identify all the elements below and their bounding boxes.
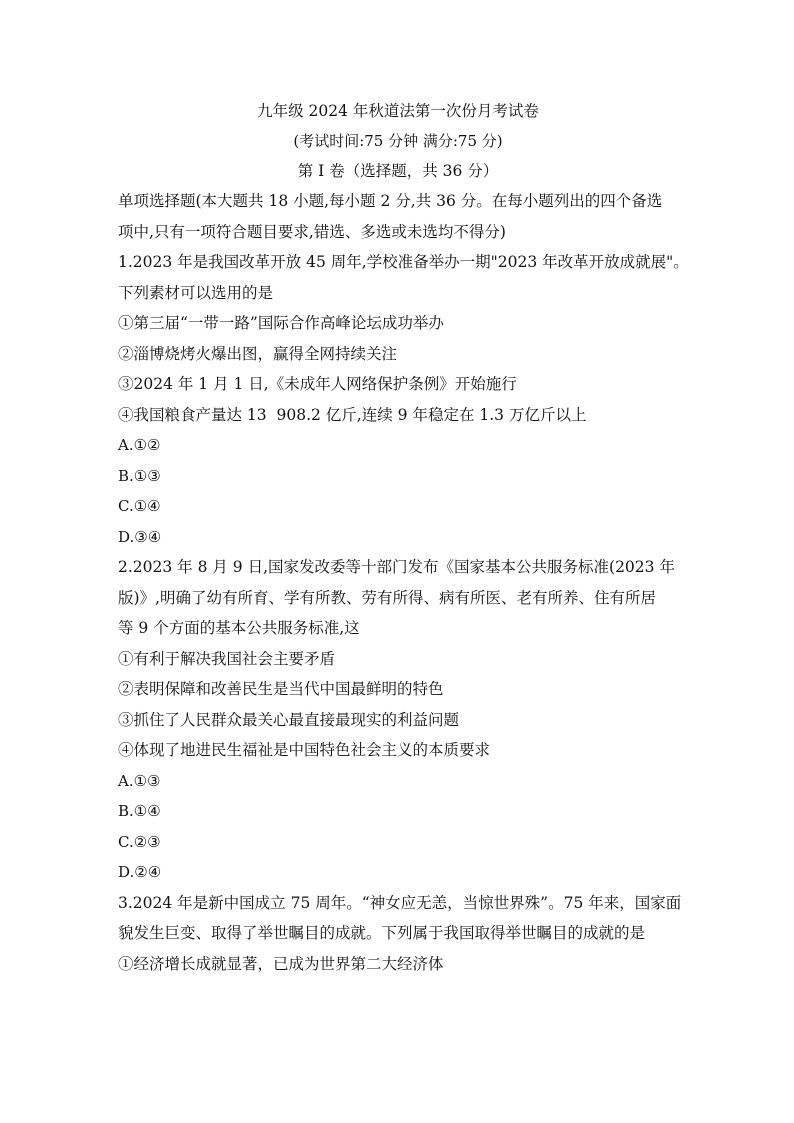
question-stem-line: 下列素材可以选用的是 (118, 283, 274, 302)
option-b: B.①④ (118, 802, 161, 820)
exam-subtitle: (考试时间:75 分钟 满分:75 分) (293, 132, 503, 150)
statement: ③抓住了人民群众最关心最直接最现实的利益问题 (118, 710, 460, 729)
question-stem-line: 2.2023 年 8 月 9 日,国家发改委等十部门发布《国家基本公共服务标准(2023 年 (118, 558, 675, 576)
statement: ①第三届“一带一路”国际合作高峰论坛成功举办 (118, 314, 444, 332)
statement: ①经济增长成就显著，已成为世界第二大经济体 (118, 954, 444, 973)
question-3 (118, 888, 682, 980)
option-d: D.②④ (118, 863, 162, 881)
instructions-line: 项中,只有一项符合题目要求,错选、多选或未选均不得分) (118, 222, 506, 241)
question-stem-line: 3.2024 年是新中国成立 75 周年。“神女应无恙，当惊世界殊”。75 年来，国家面 (118, 893, 682, 912)
option-d: D.③④ (118, 527, 162, 546)
statement: ③2024 年 1 月 1 日,《未成年人网络保护条例》开始施行 (118, 375, 517, 393)
statement: ②表明保障和改善民生是当代中国最鲜明的特色 (118, 680, 444, 698)
exam-page (118, 96, 689, 979)
option-b: B.①③ (118, 466, 161, 485)
question-stem-line: 版)》,明确了幼有所育、学有所教、劳有所得、病有所医、老有所养、住有所居 (118, 588, 656, 607)
statement: ①有利于解决我国社会主要矛盾 (118, 649, 336, 668)
option-a: A.①③ (118, 771, 161, 790)
option-a: A.①② (118, 436, 161, 454)
option-c: C.①④ (118, 497, 161, 515)
question-stem-line: 等 9 个方面的基本公共服务标准,这 (118, 619, 360, 637)
question-2 (118, 552, 678, 888)
statement: ②淄博烧烤火爆出图，赢得全网持续关注 (118, 344, 398, 363)
question-1 (118, 247, 689, 552)
section-title: 第 I 卷（选择题，共 36 分） (297, 162, 499, 180)
instructions (118, 186, 678, 247)
option-c: C.②③ (118, 832, 161, 851)
exam-title: 九年级 2024 年秋道法第一次份月考试卷 (257, 102, 539, 120)
instructions-line: 单项选择题(本大题共 18 小题,每小题 2 分,共 36 分。在每小题列出的四个备选 (118, 192, 663, 210)
statement: ④我国粮食产量达 13 908.2 亿斤,连续 9 年稳定在 1.3 万亿斤以上 (118, 405, 587, 424)
question-stem-line: 貌发生巨变、取得了举世瞩目的成就。下列属于我国取得举世瞩目的成就的是 (118, 924, 646, 942)
question-stem-line: 1.2023 年是我国改革开放 45 周年,学校准备举办一期"2023 年改革开放成就展"。 (118, 253, 689, 271)
statement: ④体现了地进民生福祉是中国特色社会主义的本质要求 (118, 741, 491, 759)
